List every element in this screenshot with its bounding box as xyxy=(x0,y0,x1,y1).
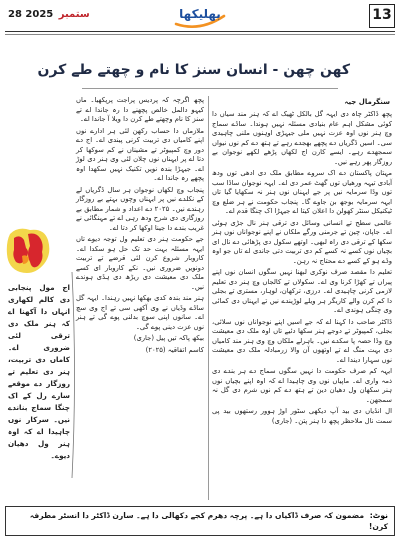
footer-note-label: نوٹ: xyxy=(369,511,388,520)
header-divider xyxy=(5,31,395,32)
article-paragraph: پچھ اگرچہ کہ پردیس پراجت پرپکھیا۔ ماں کیہو دالمل خالص پچھنے دا رہ جاندا اے تے سنز کا نام وچھتے طے کرن دا ویلا آ جاندا اے۔ xyxy=(76,96,204,123)
date-year: 2025 xyxy=(25,9,54,20)
article-headline: کھن چھن - انسان سنز کا نام و چھتے طے کرن xyxy=(37,62,350,78)
date-month: ستمبر xyxy=(58,9,90,20)
article-paragraph: جے حکومت ہنر دی تعلیم ول توجہ دیوے تاں ایہہ مسئلہ بہت حد تک حل ہو سکدا اے۔ کاروبار شروع کرن لئی قرضے تے تربیت دونویں ضروری نیں۔ نکے کاروبار ای کسے ملک دی معیشت دی ریڑھ دی ہڈی ہوندے نیں۔ xyxy=(76,235,204,291)
article-paragraph: پنجاب وچ لکھاں نوجوان ہر سال ڈگریاں لے کے نکلدے نیں پر ایہناں وچوں بہتے بے روزگار رہندے نیں۔ ۲۰۲۵ دے اعداد و شمار مطابق بے روزگاری دی شرح ودھ رہی اے تے مہنگائی نے غریب بندے دا جینا اوکھا کر دتا اے۔ xyxy=(76,185,204,232)
article-paragraph: ہنر مند بندہ کدی بھکھا نہیں رہندا۔ ایہہ گل ساڈے وڈیاں نے وی آکھی سی تے اج وی سچ اے۔ سانوں اپنی سوچ بدلنی پوے گی تے ہنر نوں عزت دینی پوے گی۔ xyxy=(76,294,204,331)
side-text-column: اج مول پنجابی دی کالم لکھاری انہاں دا آکھنا اے کہ ہنر ملک دی ترقی لئی ضروری اے۔ کاماں دی تربیت، ہنر دی تعلیم تے روزگار دے موقعے سارے رل کے اک چنگا سماج بناندے نیں۔ سرکار نوں چاہیدا اے کہ اوہ ہنر ول دھیان دیوے۔ xyxy=(8,283,70,460)
article-paragraph: ایہہ کم صرف حکومت دا نہیں سگوں سماج دے ہر بندے دی ذمہ واری اے۔ ماپیاں نوں وی چاہیدا اے کہ اوہ اپنے بچیاں نوں ہنر سکھان ول دھیان دین تے ہتھ دے کم نوں شرم دی گل نہ سمجھن۔ xyxy=(212,367,392,404)
header-divider-thin xyxy=(5,34,395,35)
page-number: 13 xyxy=(369,4,395,28)
newspaper-logo xyxy=(172,3,228,29)
article-paragraph: پچھ ڈاکٹر چاہ دی ایہہ گل بالکل ٹھیک اے کہ ہنر مند سیاں دا کوئی مشکل اہم عام بنیادی مسئلہ نہیں ہوندا۔ ساڈے سماج وچ ہنر نوں اوہ عزت نہیں ملی جیہڑی اوہنوں ملنی چاہیدی سی۔ اسیں ڈگریاں دے پچھے بھجدے رہے تے ہتھ دے کم نوں نیواں سمجھدے رہے۔ ایسے کارن اج لکھاں پڑھے لکھے نوجوان بے روزگار پھر رہے نیں۔ xyxy=(212,110,392,166)
article-paragraph: عالمی سطح تے انسانی وسائل دی ترقی ہنر نال جڑی ہوئی اے۔ جاپان، چین تے جرمنی ورگے ملکاں نے اپنے نوجواناں نوں ہنر سکھا کے ترقی دی راہ لبھی۔ اوتھے سکول دی پڑھائی دے نال ای بچیاں نوں کسے نہ کسے کم دی تربیت دتی جاندی اے تاں جو اوہ وڈے ہو کے کسے دے محتاج نہ رہن۔ xyxy=(212,218,392,265)
article-paragraph: بیکھ پاکہ تیں پیل (جاری) xyxy=(133,334,204,342)
issue-date xyxy=(8,9,92,20)
article-paragraph: مہتان پاکستان دے اک سروے مطابق ملک دی ادھی توں ودھ آبادی تیہہ ورھیاں توں گھٹ عمر دی اے۔ ایہہ نوجوان ساڈا سب توں وڈا سرمایہ نیں پر جے ایہناں نوں ہنر نہ سکھایا گیا تاں ایہہ سرمایہ بوجھ بن جاوے گا۔ پنجاب حکومت نے ہر ضلع وچ ٹیکنیکل سنٹر کھولن دا اعلان کیتا اے جیہڑا اک چنگا قدم اے۔ xyxy=(212,169,392,215)
footer-note-text: مضمون کہ صرف ڈاکیاں دا ہے۔ پرچہ دھرم کجے دکھالی دا ہے۔ سارن ڈاکٹر دا انسٹر مطرفہ کرن! xyxy=(29,511,388,531)
article-paragraph: ڈاکٹر صاحب دا کہنا اے کہ جے اسیں اپنے نوجواناں نوں سلائی، بجلی، کمپیوٹر تے دوجے ہنر سکھا دئیے تاں اوہ ملک دی معیشت وچ وڈا حصہ پا سکدے نیں۔ باہرلے ملکاں وچ وی ہنر مند کامیاں دی بہت منگ اے تے اوتھوں آن والا زرمبادلہ ملک دی معیشت نوں سہارا دیندا اے۔ xyxy=(212,317,392,364)
side-column-bracket xyxy=(70,270,78,480)
article-paragraph: ال انڈیاں دی بید آپ دیکھی سٹور اوڑ ہوور رستھوں بید پی سمت نال ملاحظر پچھ دا ہنر پتن۔ (جاری) xyxy=(212,407,392,425)
right-text-column xyxy=(212,110,392,500)
article-byline: سنگرمال جیہ xyxy=(344,98,390,106)
left-text-column xyxy=(76,96,204,496)
article-paragraph: ملازماں دا حساب رکھن لئی ہر ادارے نوں اپنے کامیاں دی تربیت کرنی پیندی اے۔ اج دے دور وچ کمپیوٹر تے مشیناں نے کم سوکھا کر دتا اے پر ایہناں نوں چلان لئی وی ہنر دی لوڑ اے۔ جیہڑا بندہ نویں تکنیک نہیں سکھدا اوہ پچھے رہ جاندا اے۔ xyxy=(76,126,204,182)
headline-underline xyxy=(82,88,338,89)
article-paragraph: تعلیم دا مقصد صرف نوکری لبھنا نہیں سگوں انسان نوں اپنے پیراں تے کھڑا کرنا وی اے۔ سکولاں تے کالجاں وچ ہنر دی تعلیم لازمی کرنی چاہیدی اے۔ درزی، ترکھان، لوہار، مستری تے بجلی دا کم کرن والے کاریگر ہر ویلے لوڑیندے نیں تے ایہناں دی کمائی وی چنگی ہوندی اے۔ xyxy=(212,268,392,314)
column-divider xyxy=(208,96,209,500)
footer-note xyxy=(5,506,395,536)
date-day: 28 xyxy=(8,9,22,20)
article-paragraph: کاسم اتفاقیہ (۲۰۲۵) xyxy=(145,345,204,354)
red-figures-illustration-icon xyxy=(4,226,52,278)
logo-wordmark: بھلیکھا xyxy=(179,7,221,21)
